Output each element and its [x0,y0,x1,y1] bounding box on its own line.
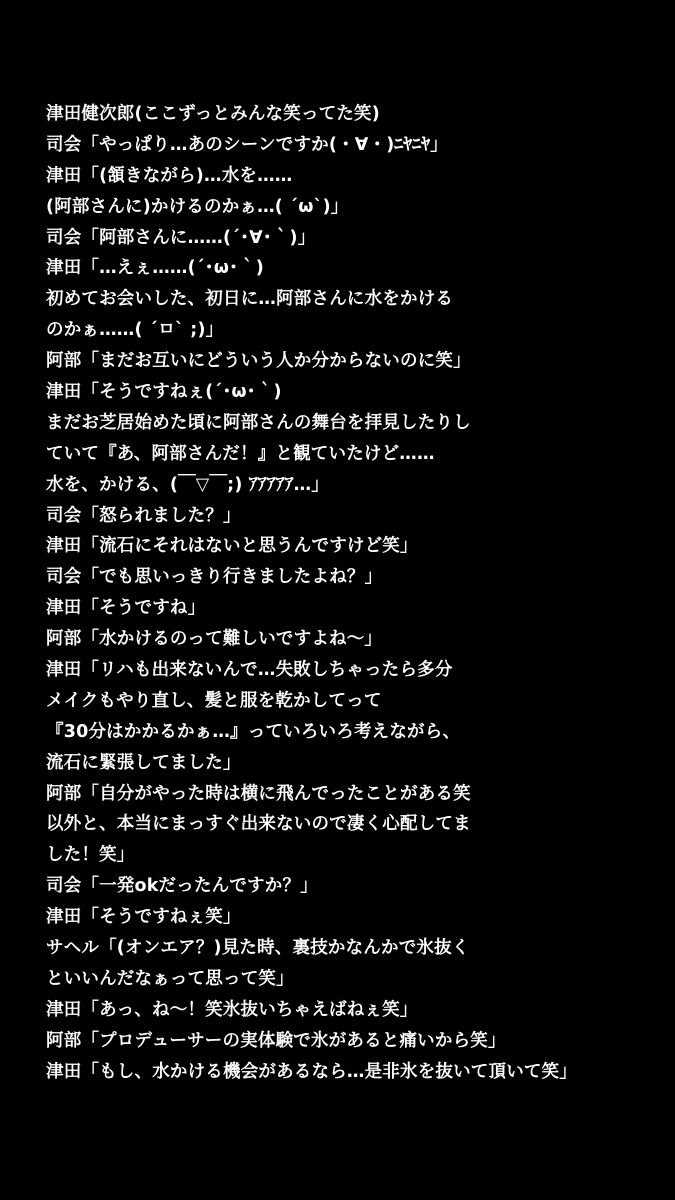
transcript-line: といいんだなぁって思って笑」 [46,968,294,989]
transcript-line: 司会「やっぱり…あのシーンですか(・∀・)ﾆﾔﾆﾔ」 [46,134,448,155]
transcript-line: した！笑」 [46,845,135,866]
transcript-line: (阿部さんに)かけるのかぁ…( ´ω`)」 [46,196,349,217]
transcript-line: のかぁ……( ´ㅁ` ;)」 [46,320,224,341]
transcript-line: 司会「でも思いっきり行きましたよね？」 [46,567,383,588]
transcript-line: 津田「もし、水かける機会があるなら…是非氷を抜いて頂いて笑」 [46,1061,577,1082]
transcript-line: 流石に緊張してました」 [46,752,241,773]
transcript-line: 初めてお会いした、初日に…阿部さんに水をかける [46,289,454,310]
transcript-line: 津田「そうですねぇ(´･ω･｀) [46,382,282,403]
transcript-text [46,99,666,1088]
transcript-line: 『30分はかかるかぁ…』っていろいろ考えながら、 [46,721,461,742]
transcript-line: 司会「怒られました？」 [46,505,241,526]
transcript-line: メイクもやり直し、髪と服を乾かしてって [46,690,382,711]
transcript-line: 阿部「プロデューサーの実体験で氷があると痛いから笑」 [46,1030,506,1051]
transcript-line: 津田「そうですね」 [46,598,206,619]
transcript-line: サヘル「(オンエア？)見た時、裏技かなんかで氷抜く [46,938,470,959]
transcript-line: 津田「リハも出来ないんで…失敗しちゃったら多分 [46,660,453,681]
transcript-line: まだお芝居始めた頃に阿部さんの舞台を拝見したりし [46,412,471,433]
transcript-line: 以外と、本当にまっすぐ出来ないので凄く心配してま [46,814,471,835]
transcript-line: 津田「流石にそれはないと思うんですけど笑」 [46,536,418,557]
transcript-line: ていて『あ、阿部さんだ！』と観ていたけど…… [46,443,435,464]
transcript-line: 津田「(頷きながら)…水を…… [46,165,293,186]
transcript-line: 水を、かける、(￣▽￣;) ｱｱｱｱｱ…」 [46,474,329,495]
transcript-line: 阿部「まだお互いにどういう人か分からないのに笑」 [46,351,471,372]
transcript-line: 司会「一発okだったんですか？」 [46,876,318,897]
transcript-line: 津田「…えぇ……(´･ω･｀) [46,258,264,279]
transcript-line: 津田「あっ、ね〜！笑氷抜いちゃえばねぇ笑」 [46,999,418,1020]
transcript-line: 司会「阿部さんに……(´･∀･｀)」 [46,227,316,248]
transcript-line: 阿部「自分がやった時は横に飛んでったことがある笑 [46,783,471,804]
transcript-line: 津田健次郎(ここずっとみんな笑ってた笑) [46,104,380,124]
transcript-line: 阿部「水かけるのって難しいですよね〜」 [46,629,383,650]
transcript-line: 津田「そうですねぇ笑」 [46,907,241,928]
